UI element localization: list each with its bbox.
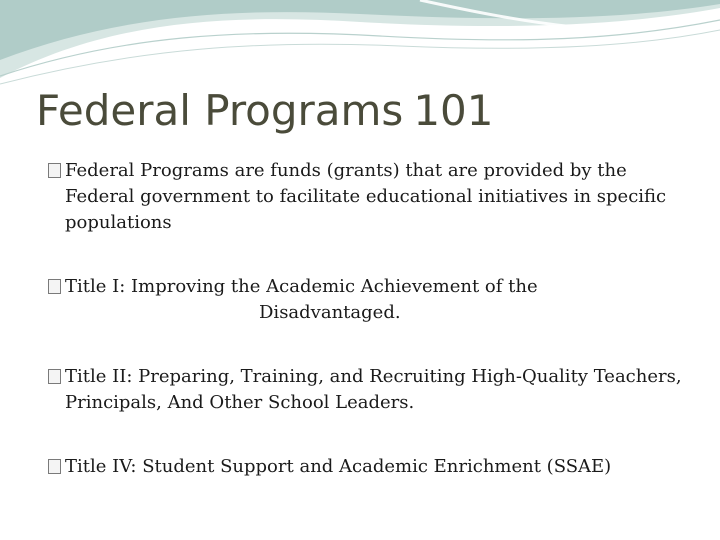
bullet-title-ii — [48, 364, 698, 416]
missing-glyph-icon — [48, 279, 61, 294]
missing-glyph-icon — [48, 163, 61, 178]
bullet-title-i — [48, 274, 698, 326]
bullet-text-line2: Disadvantaged. — [259, 302, 401, 323]
missing-glyph-icon — [48, 369, 61, 384]
bullet-list — [48, 158, 698, 518]
bullet-federal-programs — [48, 158, 698, 236]
title-main: Federal Programs — [36, 86, 404, 135]
bullet-text-line1: Title I: Improving the Academic Achievement of the — [65, 276, 538, 297]
bullet-title-iv — [48, 454, 698, 480]
missing-glyph-icon — [48, 459, 61, 474]
title-number: 101 — [413, 86, 494, 135]
bullet-text: Title II: Preparing, Training, and Recruiting High-Quality Teachers, Principals, And Other School Leaders. — [65, 366, 682, 413]
header-wave-decoration — [0, 0, 720, 90]
bullet-text: Title IV: Student Support and Academic Enrichment (SSAE) — [65, 456, 612, 477]
slide-title — [36, 86, 494, 135]
bullet-text: Federal Programs are funds (grants) that are provided by the Federal government to facilitate educational initiatives in specific populations — [65, 160, 667, 233]
